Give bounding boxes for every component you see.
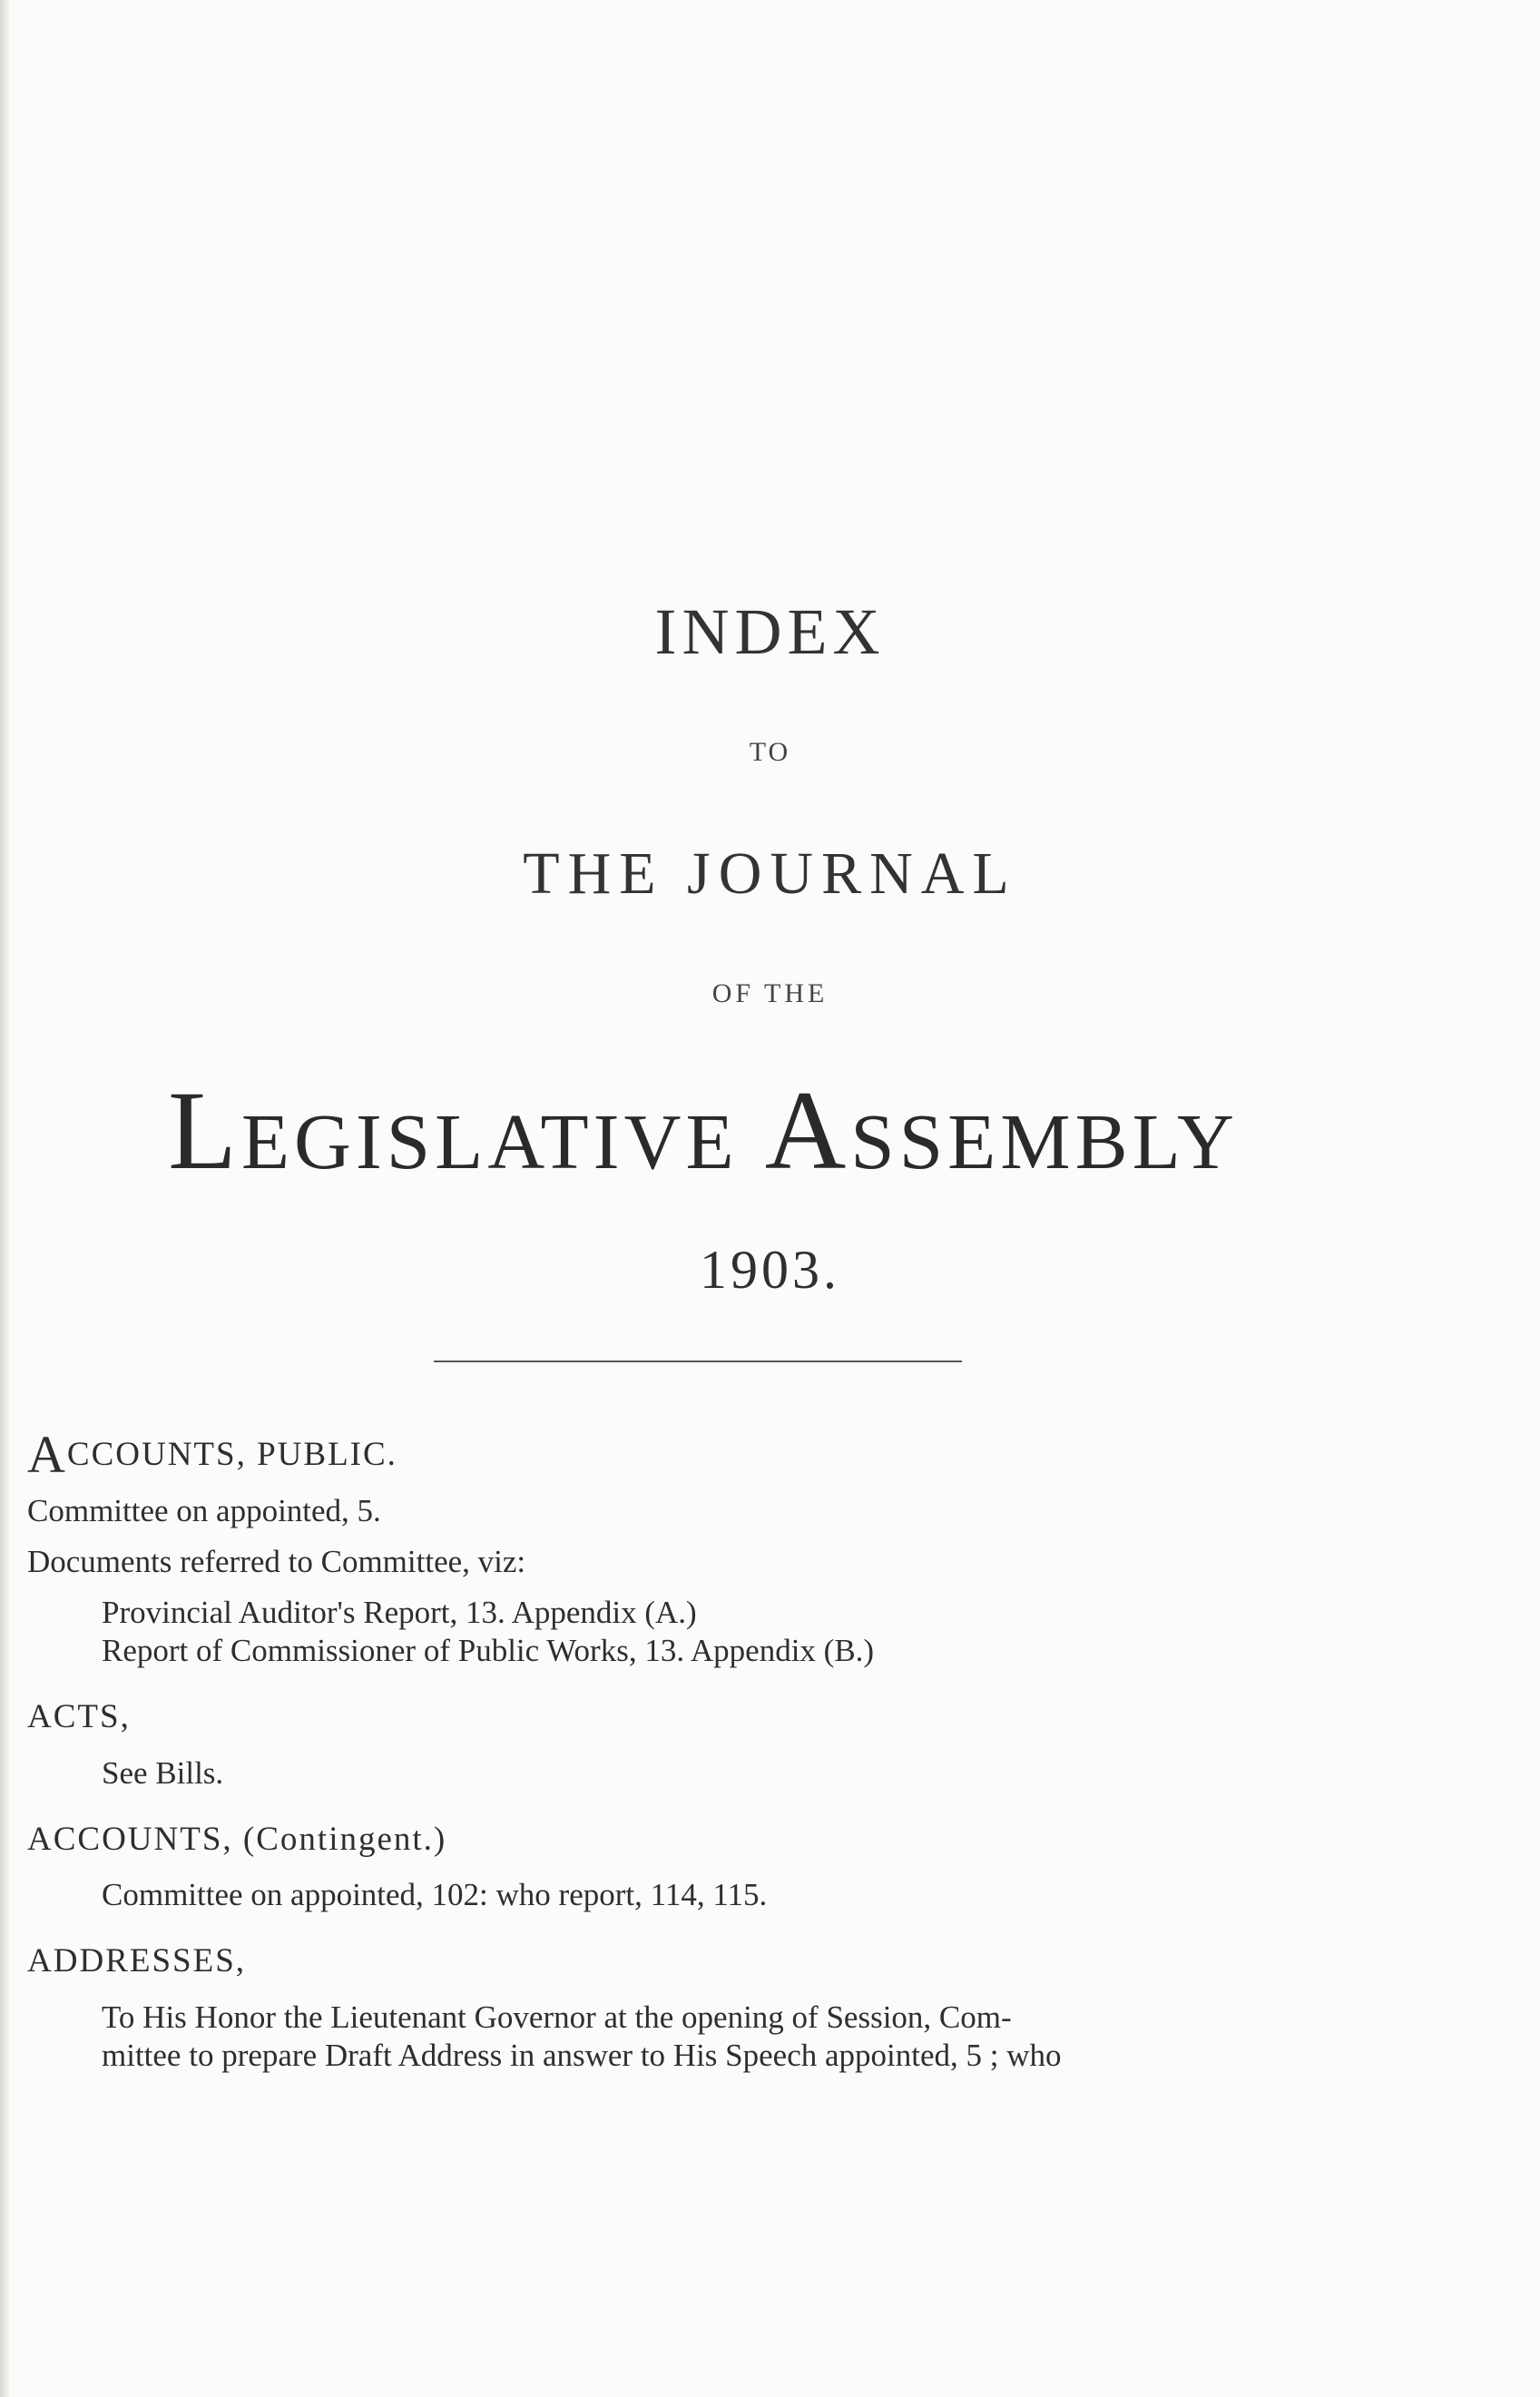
journal-title: THE JOURNAL	[523, 840, 1017, 907]
entry-line: Committee on appointed, 5.	[27, 1493, 381, 1529]
of-the-subtitle: OF THE	[711, 978, 829, 1008]
year: 1903.	[700, 1240, 840, 1300]
entry-subline: Report of Commissioner of Public Works, 13. Appendix (B.)	[102, 1633, 875, 1669]
index-entries	[27, 1425, 1407, 2102]
index-title: INDEX	[654, 595, 886, 668]
entry-heading: ACCOUNTS, (Contingent.)	[27, 1820, 447, 1858]
entry-subline: Provincial Auditor's Report, 13. Appendix (A.)	[102, 1595, 697, 1631]
to-subtitle: TO	[749, 737, 791, 767]
entry-subline: To His Honor the Lieutenant Governor at the opening of Session, Com-	[102, 1999, 1012, 2035]
entry-line: Documents referred to Committee, viz:	[27, 1544, 526, 1580]
entry-accounts-contingent	[27, 1820, 1407, 1914]
entry-heading	[27, 1425, 1407, 1484]
entry-heading: ACTS,	[27, 1698, 131, 1736]
drop-cap-initial: A	[27, 1425, 67, 1484]
entry-subline: mittee to prepare Draft Address in answer to His Speech appointed, 5 ; who	[102, 2037, 1062, 2073]
entry-subline: See Bills.	[102, 1754, 224, 1791]
entry-addresses	[27, 1941, 1407, 2074]
entry-accounts-public	[27, 1425, 1407, 1670]
entry-subline: Committee on appointed, 102: who report, 114, 115.	[102, 1877, 768, 1913]
entry-acts	[27, 1697, 1407, 1792]
page-binding-edge	[0, 0, 9, 2397]
entry-heading-text: CCOUNTS, PUBLIC.	[66, 1436, 397, 1473]
assembly-title: Legislative Assembly	[168, 1068, 1239, 1193]
entry-heading: ADDRESSES,	[27, 1942, 247, 1980]
divider-rule	[434, 1361, 962, 1362]
